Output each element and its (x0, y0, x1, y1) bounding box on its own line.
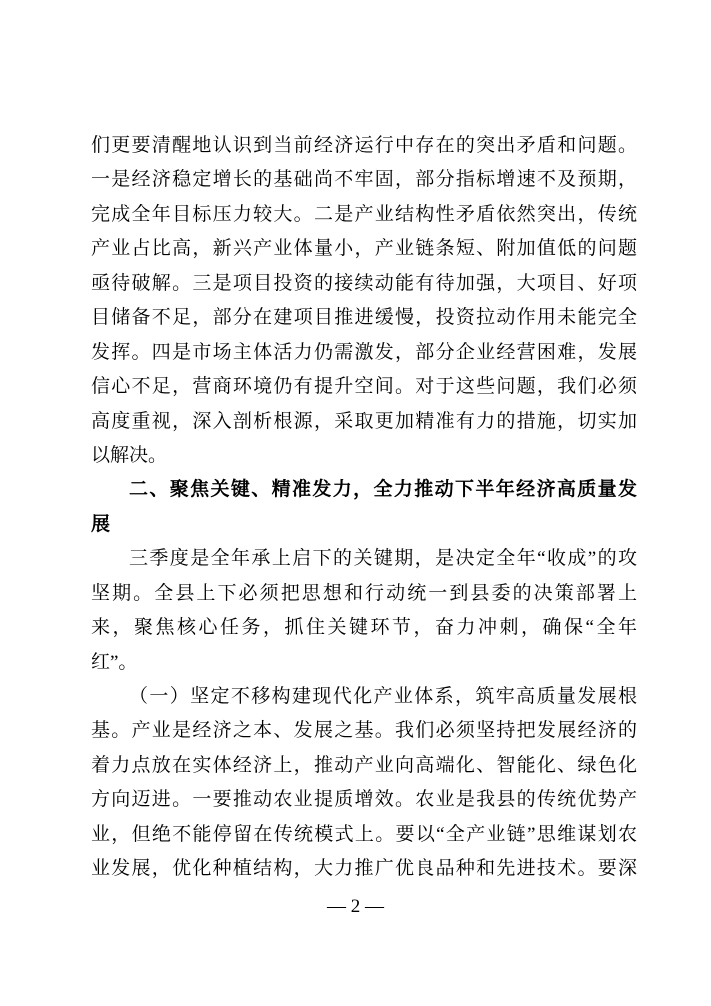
text-line: 来，聚焦核心任务，抓住关键环节，奋力冲刺，确保“全年 (91, 617, 637, 639)
text-line: 目储备不足，部分在建项目推进缓慢，投资拉动作用未能完全 (91, 307, 637, 329)
heading-line: 二、聚焦关键、精准发力，全力推动下半年经济高质量发 (129, 479, 637, 501)
heading-line: 展 (91, 513, 111, 535)
text-line: 以解决。 (91, 444, 168, 466)
text-line: 红”。 (91, 651, 138, 673)
text-line: 高度重视，深入剖析根源，采取更加精准有力的措施，切实加 (91, 410, 637, 432)
text-line: 着力点放在实体经济上，推动产业向高端化、智能化、绿色化 (91, 754, 637, 776)
text-line: 业，但绝不能停留在传统模式上。要以“全产业链”思维谋划农 (91, 823, 637, 845)
text-line: 方向迈进。一要推动农业提质增效。农业是我县的传统优势产 (91, 789, 637, 811)
text-line: 坚期。全县上下必须把思想和行动统一到县委的决策部署上 (91, 582, 637, 604)
text-line: 亟待破解。三是项目投资的接续动能有待加强，大项目、好项 (91, 272, 637, 294)
text-line: 业发展，优化种植结构，大力推广优良品种和先进技术。要深 (91, 858, 637, 880)
text-line: 发挥。四是市场主体活力仍需激发，部分企业经营困难，发展 (91, 341, 637, 363)
text-line: 信心不足，营商环境仍有提升空间。对于这些问题，我们必须 (91, 376, 637, 398)
text-line: 基。产业是经济之本、发展之基。我们必须坚持把发展经济的 (91, 720, 637, 742)
text-line: 们更要清醒地认识到当前经济运行中存在的突出矛盾和问题。 (91, 135, 637, 156)
text-line: （一）坚定不移构建现代化产业体系，筑牢高质量发展根 (129, 686, 637, 707)
document-body (91, 129, 637, 887)
text-line: 三季度是全年承上启下的关键期，是决定全年“收成”的攻 (129, 548, 637, 570)
page-number: — 2 — (327, 896, 384, 917)
text-line: 产业占比高，新兴产业体量小，产业链条短、附加值低的问题 (91, 238, 637, 260)
text-line: 一是经济稳定增长的基础尚不牢固，部分指标增速不及预期， (91, 169, 637, 191)
text-line: 完成全年目标压力较大。二是产业结构性矛盾依然突出，传统 (91, 203, 637, 225)
